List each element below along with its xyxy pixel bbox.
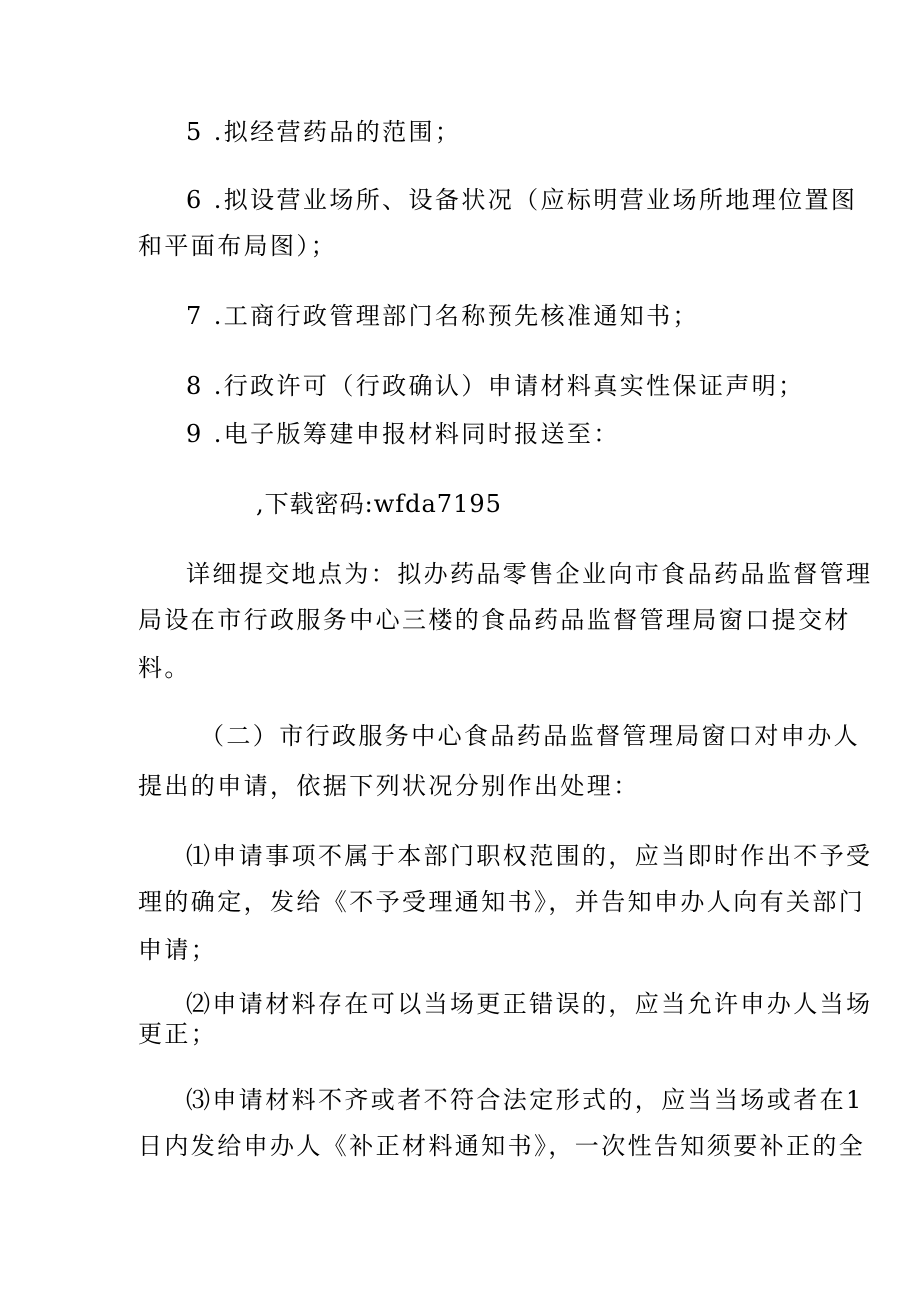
text-line: 8 .行政许可（行政确认）申请材料真实性保证声明；: [186, 372, 805, 400]
text-line: ⑵申请材料存在可以当场更正错误的，应当允许申办人当场: [186, 990, 873, 1018]
text-line: （二）市行政服务中心食品药品监督管理局窗口对申办人: [200, 722, 860, 750]
text-line: 9 .电子版筹建申报材料同时报送至：: [186, 420, 620, 448]
text-line: 更正；: [138, 1020, 218, 1048]
text-line: 和平面布局图）；: [138, 232, 338, 260]
text-line: 申请；: [138, 936, 218, 964]
text-line: 6 .拟设营业场所、设备状况（应标明营业场所地理位置图: [186, 186, 858, 214]
text-line: 料。: [138, 654, 191, 682]
text-line: ,下载密码:wfda7195: [256, 490, 502, 518]
text-line: 详细提交地点为：拟办药品零售企业向市食品药品监督管理: [186, 560, 873, 588]
text-line: ⑴申请事项不属于本部门职权范围的，应当即时作出不予受: [186, 842, 873, 870]
text-line: 7 .工商行政管理部门名称预先核准通知书；: [186, 302, 699, 330]
text-line: 局设在市行政服务中心三楼的食品药品监督管理局窗口提交材: [138, 606, 851, 634]
text-line: 提出的申请，依据下列状况分别作出处理：: [138, 772, 640, 800]
text-line: 5 .拟经营药品的范围；: [186, 118, 462, 146]
text-line: 理的确定，发给《不予受理通知书》，并告知申办人向有关部门: [138, 888, 866, 916]
text-line: ⑶申请材料不齐或者不符合法定形式的，应当当场或者在1: [186, 1086, 864, 1114]
text-line: 日内发给申办人《补正材料通知书》，一次性告知须要补正的全: [138, 1132, 866, 1160]
